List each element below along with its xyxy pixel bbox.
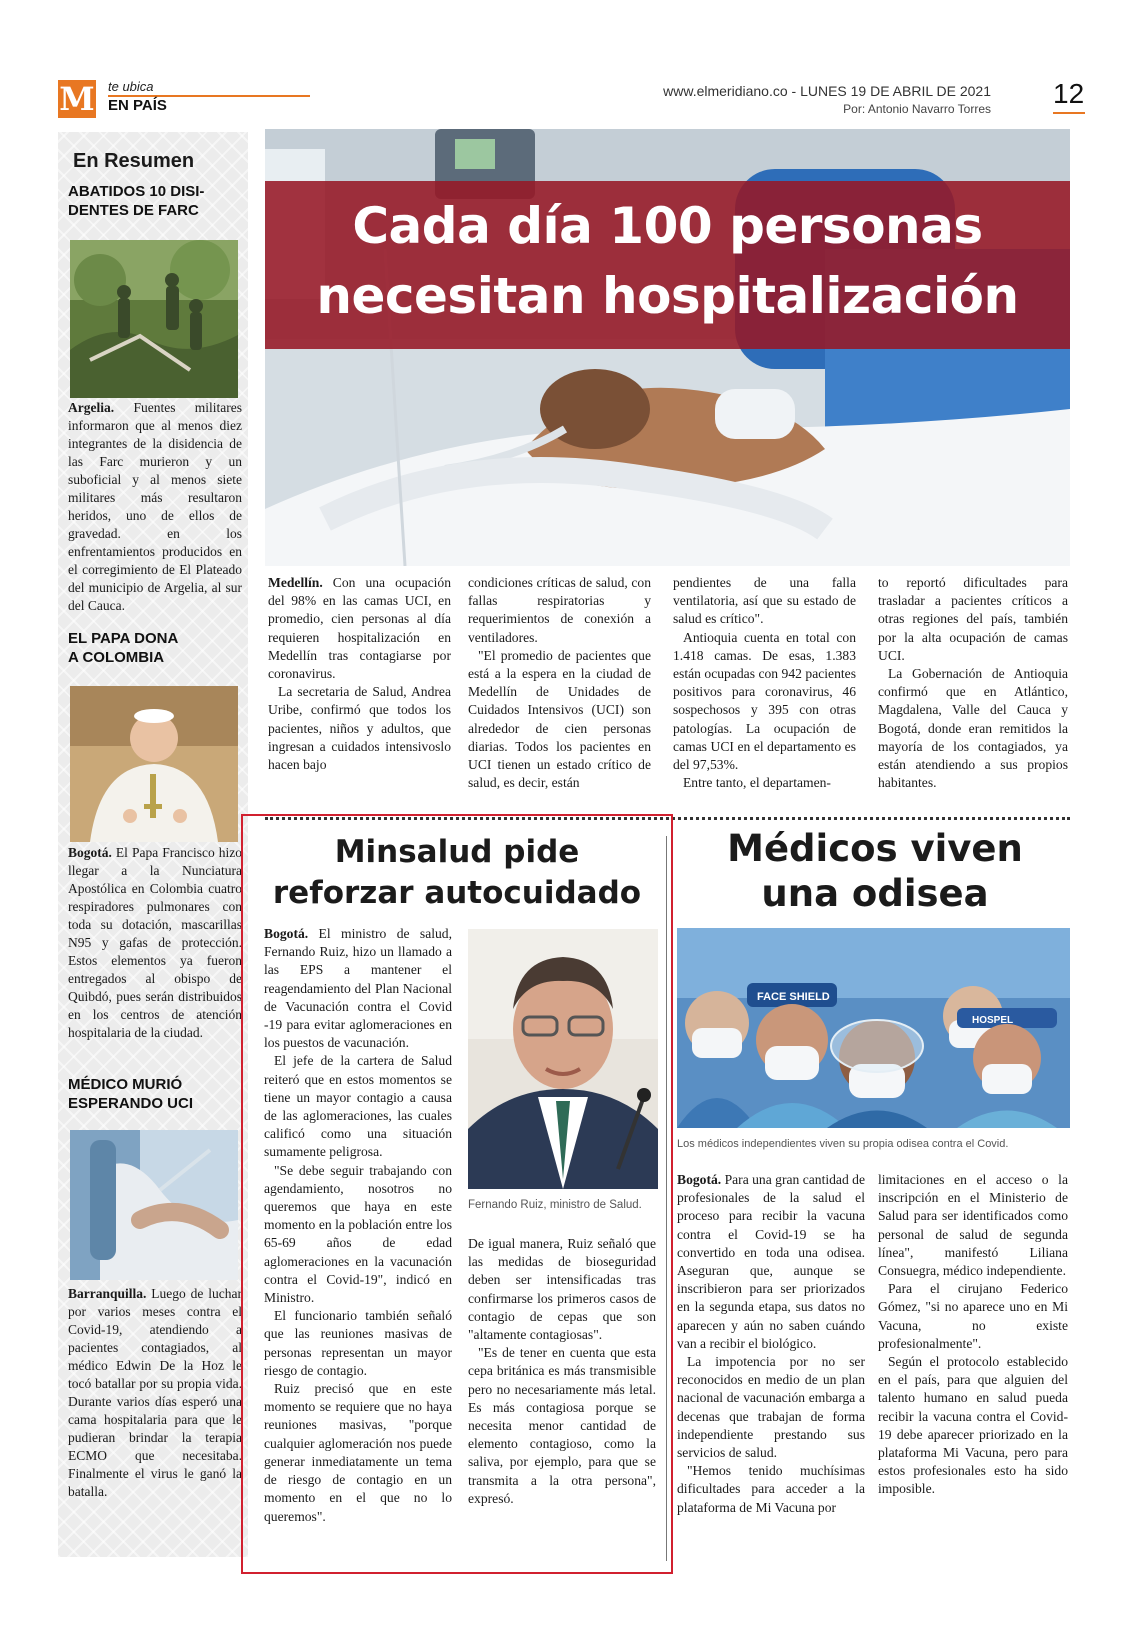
medicos-photo-caption: Los médicos independientes viven su propia odisea contra el Covid. xyxy=(677,1138,1009,1150)
sidebar-title: En Resumen xyxy=(73,150,195,172)
story-dateline: Medellín. xyxy=(268,575,323,590)
sidebar-item-dateline: Argelia. xyxy=(68,400,115,415)
paragraph: to reportó dificultades para trasladar a pacientes críticos a otras regiones del país, también por la alta ocupación de camas UCI. xyxy=(878,575,1068,663)
main-headline: Cada día 100 personas necesitan hospitalización xyxy=(316,197,1019,325)
paragraph: La Gobernación de Antioquia confirmó que en Atlántico, Magdalena, Valle del Cauca y Bogotá, donde eran remitidos la mayoría de los contagiados, ya están atendiendo a sus propios habitantes. xyxy=(878,666,1068,791)
sidebar-item-body xyxy=(68,1285,242,1501)
story-dateline: Bogotá. xyxy=(264,926,309,941)
medicos-headline xyxy=(680,826,1070,916)
sidebar-item-text: Luego de luchar por varios meses contra el Covid-19, atendiendo a pacientes contagiados, al médico Edwin De la Hoz le tocó batallar por su propia vida. Durante varios días esperó una cama hospitalaria para que le pudieran brindar la terapia ECMO que necesitaba. Finalmente el virus le ganó la batalla. xyxy=(68,1286,242,1499)
face-shield-label: FACE SHIELD xyxy=(757,991,830,1003)
medicos-column-2 xyxy=(878,1171,1068,1499)
sidebar-item-text: Fuentes militares informaron que al menos diez integrantes de la disidencia de las Farc murieron y un suboficial y al menos siete militares más resultaron heridos, uno de ellos de gravedad. en los enfrentamientos producidos en el corregimiento de El Plateado del municipio de Argelia, al sur del Cauca. xyxy=(68,400,242,613)
section-kicker: te ubica xyxy=(108,79,154,94)
sidebar-item-headline: MÉDICO MURIÓ ESPERANDO UCI xyxy=(68,1076,194,1112)
fernando-ruiz-photo xyxy=(468,929,658,1189)
paragraph: Entre tanto, el departamen- xyxy=(683,775,831,791)
farc-soldiers-photo xyxy=(70,240,238,398)
main-story-column-2 xyxy=(468,574,651,792)
minsalud-headline xyxy=(248,832,666,914)
medicos-column-1 xyxy=(677,1171,865,1517)
story-dateline: Bogotá. xyxy=(677,1172,722,1187)
medical-staff-photo xyxy=(677,928,1070,1128)
paragraph: La secretaria de Salud, Andrea Uribe, confirmó que todos los pacientes, niños y adultos, que ingresan a cuidados intensivoslo hacen bajo xyxy=(268,684,451,773)
sidebar-item-dateline: Barranquilla. xyxy=(68,1286,147,1301)
paragraph: De igual manera, Ruiz señaló que las medidas de bioseguridad deben ser intensificadas tras confirmarse los primeros casos de contagio de cepas que son "altamente contagiosas". xyxy=(468,1236,656,1343)
dateline: www.elmeridiano.co - LUNES 19 DE ABRIL DE 2021 xyxy=(663,83,991,99)
sidebar-item-text: El Papa Francisco hizo llegar a la Nunciatura Apostólica en Colombia cuatro respiradores pulmonares con toda su dotación, mascarillas N95 y gafas de protección. Estos elementos ya fueron entregados al obispo de Quibdó, pues serán distribuidos en los centros de atención hospitalaria de la ciudad. xyxy=(68,845,242,1040)
headline-line: Médicos viven xyxy=(727,827,1023,870)
main-story-column-4 xyxy=(878,574,1068,792)
sidebar-item-body xyxy=(68,844,242,1042)
sidebar-item-headline: ABATIDOS 10 DISI- DENTES DE FARC xyxy=(68,183,205,219)
section-name: EN PAÍS xyxy=(108,97,167,114)
paragraph: El funcionario también señaló que las reuniones masivas de personas representan un mayor riesgo de contagio. xyxy=(264,1308,452,1378)
main-story-column-1 xyxy=(268,574,451,774)
sidebar-item-body xyxy=(68,399,242,615)
pope-francis-photo xyxy=(70,686,238,842)
paragraph: La impotencia por no ser reconocidos en medio de un plan nacional de vacunación embarga a decenas que trabajan de forma independiente prestando sus servicios de salud. xyxy=(677,1354,865,1461)
hospel-label: HOSPEL xyxy=(972,1015,1014,1026)
minsalud-column-2 xyxy=(468,1235,656,1508)
page-number-underline xyxy=(1053,112,1085,114)
paragraph: "Se debe seguir trabajando con agendamiento, nosotros no queremos que haya en este momento en la población entre los 65-69 años de edad aglomeraciones en la vacunación contra el Covid-19", indicó en Ministro. xyxy=(264,1162,452,1306)
headline-line: reforzar autocuidado xyxy=(272,875,642,911)
paragraph: "El promedio de pacientes que está a la espera en la ciudad de Medellín de Unidades de Cuidados Intensivos (UCI) son alrededor de cien personas diarias. Todos los pacientes en UCI tienen un estado crítico de salud, es decir, están xyxy=(468,647,651,791)
paragraph: Ruiz precisó que en este momento se requiere que no haya reuniones masivas, "porque cualquier aglomeración nos puede generar inmediatamente un tema de riesgo de contagio en un momento en el que no lo queremos". xyxy=(264,1381,452,1524)
paragraph: Según el protocolo establecido en el país, para que alguien del talento humano en salud pueda recibir la vacuna contra el Covid-19 debe aparecer priorizado en la plataforma Mi Vacuna, pero para estos profesionales esto ha sido imposible. xyxy=(878,1354,1068,1497)
paragraph: El jefe de la cartera de Salud reiteró que en estos momentos se tiene un mayor contagio a causa de las aglomeraciones, las cuales calificó como una situación sumamente peligrosa. xyxy=(264,1053,452,1160)
hospital-patient-photo xyxy=(70,1130,238,1280)
paragraph: "Hemos tenido muchísimas dificultades para acceder a la plataforma de Mi Vacuna por xyxy=(677,1463,865,1515)
headline-line: una odisea xyxy=(761,872,989,915)
paragraph: "Es de tener en cuenta que esta cepa británica es más transmisible pero no necesariamente más letal. Es más contagiosa porque se necesita menor cantidad de elemento contagioso, como la saliva, por ejemplo, para que se transmita a la otra persona", expresó. xyxy=(468,1345,656,1506)
sidebar-item-headline: EL PAPA DONA A COLOMBIA xyxy=(68,630,179,666)
paragraph: Para una gran cantidad de profesionales de la salud el proceso para recibir la vacuna contra el Covid-19 se ha convertido en toda una odisea. Aseguran que, aunque se inscribieron para ser priorizados en la segunda etapa, sus datos no aparecen y aún no saben cuándo van a recibir el biológico. xyxy=(677,1172,865,1351)
paragraph: Para el cirujano Federico Gómez, "si no aparece uno en Mi Vacuna, no existe profesionalmente". xyxy=(878,1281,1068,1351)
minsalud-column-1 xyxy=(264,925,452,1526)
paragraph: El ministro de salud, Fernando Ruiz, hizo un llamado a las EPS a mantener el reagendamiento del Plan Nacional de Vacunación contra el Covid -19 para evitar aglomeraciones en los puestos de vacunación. xyxy=(264,926,452,1051)
main-story-column-3 xyxy=(673,574,856,792)
column-divider xyxy=(666,836,667,1561)
paragraph: condiciones críticas de salud, con fallas respiratorias y requerimientos de conexión a ventiladores. xyxy=(468,575,651,645)
newspaper-logo: M xyxy=(59,80,95,118)
paragraph: Antioquia cuenta en total con 1.418 camas. De esas, 1.383 están ocupadas con 942 pacientes positivos para coronavirus, 46 sospechosos y 395 con otras patologías. La ocupación de camas UCI en el departamento es del 97,53%. xyxy=(673,629,856,773)
page-number: 12 xyxy=(1053,78,1085,109)
byline: Por: Antonio Navarro Torres xyxy=(843,102,991,116)
headline-line: Minsalud pide xyxy=(334,834,580,870)
minsalud-photo-caption: Fernando Ruiz, ministro de Salud. xyxy=(468,1199,642,1211)
paragraph: Con una ocupación del 98% en las camas UCI, en promedio, cien personas al día requieren hospitalización en Medellín tras contagiarse por coronavirus. xyxy=(268,575,451,682)
sidebar-item-dateline: Bogotá. xyxy=(68,845,112,860)
paragraph: limitaciones en el acceso o la inscripción en el Ministerio de Salud para ser identificados como personal de salud de segunda línea", manifestó Liliana Consuegra, médico independiente. xyxy=(878,1172,1068,1279)
paragraph: pendientes de una falla ventilatoria, así que su estado de salud es crítico". xyxy=(673,575,856,627)
